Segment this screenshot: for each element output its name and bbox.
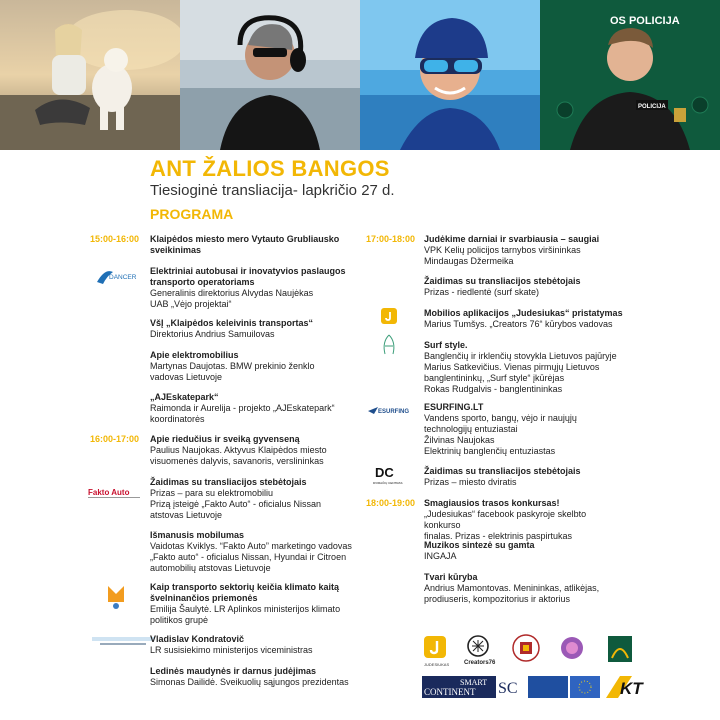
- program-item: [424, 234, 624, 267]
- program-item: [424, 276, 624, 298]
- item-line: vadovas Lietuvoje: [150, 372, 223, 382]
- item-heading: transporto operatoriams: [150, 277, 255, 287]
- photo-man-with-headphones: [180, 0, 360, 150]
- section-heading: PROGRAMA: [150, 206, 234, 222]
- smart-continent-logo: [422, 676, 522, 698]
- program-item: [150, 634, 360, 656]
- program-item: [150, 234, 360, 256]
- item-line: LR susisiekimo ministerijos viceministras: [150, 645, 313, 655]
- item-heading: Tvari kūryba: [424, 572, 478, 582]
- item-line: Prizas – miesto dviratis: [424, 477, 517, 487]
- item-heading: Smagiausios trasos konkursas!: [424, 498, 560, 508]
- creators76-logo-text: Creators76: [464, 660, 496, 666]
- item-line: Vaidotas Kviklys. “Fakto Auto” marketingo vadovas: [150, 541, 352, 551]
- item-heading: Klaipėdos miesto mero Vytauto Grubliausko: [150, 234, 340, 244]
- ministry-transport-logo: [92, 634, 154, 648]
- program-item: [150, 582, 360, 626]
- program-item: [150, 318, 360, 340]
- item-line: Andrius Mamontovas. Menininkas, atlikėjas,: [424, 583, 600, 593]
- item-heading: Apie elektromobilius: [150, 350, 239, 360]
- program-item: [150, 392, 360, 425]
- item-line: Raimonda ir Aurelija - projekto „AJEskatepark“: [150, 403, 335, 413]
- item-line: Direktorius Andrius Samuilovas: [150, 329, 275, 339]
- program-item: [424, 402, 624, 457]
- item-heading: Elektriniai autobusai ir inovatyvios paslaugos: [150, 266, 346, 276]
- photo-woman-with-dog: [0, 0, 180, 150]
- item-heading: Vladislav Kondratovič: [150, 634, 245, 644]
- item-line: Marius Satkevičius. Vienas pirmųjų Lietuvos: [424, 362, 600, 372]
- esurfing-logo-text: ESURFING: [378, 409, 410, 415]
- program-item: [150, 350, 360, 383]
- item-heading: Mobilios aplikacijos „Judesiukas“ pristatymas: [424, 308, 623, 318]
- program-item: [424, 498, 624, 542]
- item-line: atstovas Lietuvoje: [150, 510, 223, 520]
- judesiukas-logo-text: JUDESIUKAS: [424, 662, 450, 667]
- esurfing-logo: [368, 402, 412, 418]
- program-item: [150, 666, 360, 688]
- item-line: Vandens sporto, bangų, vėjo ir naujųjų: [424, 413, 577, 423]
- item-line: Marius Tumšys. „Creators 76“ kūrybos vadovas: [424, 319, 613, 329]
- item-heading: Žaidimas su transliacijos stebėtojais: [424, 276, 581, 286]
- dancer-logo: [95, 266, 137, 286]
- time-slot-right-1: 17:00-18:00: [366, 234, 416, 244]
- item-heading: Išmanusis mobilumas: [150, 530, 245, 540]
- item-line: Emilija Šaulytė. LR Aplinkos ministerijos klimato: [150, 604, 341, 614]
- kt-logo-text: KT: [620, 679, 643, 698]
- smart-logo-text: SMART: [460, 678, 488, 687]
- item-heading: Žaidimas su transliacijos stebėtojais: [424, 466, 581, 476]
- item-heading: Judėkime darniai ir svarbiausia – saugiai: [424, 234, 600, 244]
- item-line: banglentininkų, „Surf style“ įkūrėjas: [424, 373, 565, 383]
- dancer-logo-text: DANCER: [109, 274, 137, 281]
- item-line: Žilvinas Naujokas: [424, 435, 495, 445]
- fakto-auto-logo: [88, 486, 140, 500]
- program-item: [150, 266, 360, 310]
- program-item: [424, 466, 624, 488]
- page-subtitle: Tiesioginė transliacija- lapkričio 27 d.: [150, 182, 395, 199]
- eu-funding-logo: [528, 676, 600, 698]
- item-line: VPK Kelių policijos tarnybos viršininkas: [424, 245, 581, 255]
- item-heading: sveikinimas: [150, 245, 202, 255]
- item-line: Rokas Rudgalvis - banglentininkas: [424, 384, 563, 394]
- dc-logo-text: DC: [375, 465, 394, 480]
- item-heading: Muzikos sintezė su gamta: [424, 540, 535, 550]
- sc-logo-text: SC: [498, 680, 518, 697]
- item-heading: švelninančios priemonės: [150, 593, 258, 603]
- time-slot-left-2: 16:00-17:00: [90, 434, 140, 444]
- item-line: Generalinis direktorius Alvydas Naujėkas: [150, 288, 314, 298]
- photo-cyclist-selfie: [360, 0, 540, 150]
- item-line: INGAJA: [424, 551, 457, 561]
- time-slot-right-2: 18:00-19:00: [366, 498, 416, 508]
- police-badge-text: POLICIJA: [638, 104, 666, 110]
- creators76-logo: [464, 636, 496, 666]
- page-title: ANT ŽALIOS BANGOS: [150, 156, 390, 181]
- item-heading: Kaip transporto sektorių keičia klimato kaitą: [150, 582, 340, 592]
- item-line: „Fakto auto“ - oficialus Nissan, Hyundai ir Citroen: [150, 552, 347, 562]
- kt-logo: [606, 676, 644, 698]
- item-line: Simonas Dailidė. Sveikuolių sąjungos prezidentas: [150, 677, 349, 687]
- item-line: „Judesiukas“ facebook paskyroje skelbto konkurso: [424, 509, 587, 530]
- item-heading: Ledinės maudynės ir darnus judėjimas: [150, 666, 317, 676]
- item-line: UAB „Vėjo projektai“: [150, 299, 232, 309]
- item-line: prodiuseris, kompozitorius ir aktorius: [424, 594, 571, 604]
- program-item: [150, 477, 360, 521]
- item-line: Prizas – para su elektromobiliu: [150, 488, 274, 498]
- photo-police-officer: [540, 0, 720, 150]
- continent-logo-text: CONTINENT: [424, 687, 476, 697]
- item-line: Elektrinių banglenčių entuziastas: [424, 446, 556, 456]
- item-line: Prizą įsteigė „Fakto Auto“ - oficialus Nissan: [150, 499, 322, 509]
- program-item: [424, 572, 624, 605]
- item-heading: ESURFING.LT: [424, 402, 484, 412]
- item-heading: Žaidimas su transliacijos stebėtojais: [150, 477, 307, 487]
- green-mark-logo: [608, 636, 632, 662]
- item-heading: „AJEskatepark“: [150, 392, 219, 402]
- program-item: [150, 530, 360, 574]
- program-item: [424, 308, 624, 330]
- program-item: [150, 434, 360, 467]
- police-sign-text: OS POLICIJA: [610, 15, 680, 27]
- item-line: automobilių atstovas Lietuvoje: [150, 563, 271, 573]
- item-line: politikos grupė: [150, 615, 209, 625]
- item-line: koordinatorės: [150, 414, 205, 424]
- item-line: visuomenės dalyvis, savanoris, verslininkas: [150, 456, 324, 466]
- surf-style-logo: [380, 334, 398, 356]
- item-line: Mindaugas Džermeika: [424, 256, 514, 266]
- item-line: Paulius Naujokas. Aktyvus Klaipėdos miesto: [150, 445, 327, 455]
- fakto-auto-logo-text: Fakto Auto: [88, 488, 130, 497]
- klaipeda-seal-logo: [513, 635, 539, 661]
- item-heading: Surf style.: [424, 340, 468, 350]
- dc-logo-subtext: DVIRAČIŲ CENTRAS: [373, 481, 403, 485]
- program-item: [424, 340, 624, 395]
- judesiukas-logo: [424, 636, 449, 667]
- ministry-environment-logo: [104, 582, 128, 610]
- purple-circle-logo: [561, 637, 583, 659]
- item-line: Banglenčių ir irklenčių stovykla Lietuvos pajūryje: [424, 351, 617, 361]
- item-line: Prizas - riedlentė (surf skate): [424, 287, 540, 297]
- judesiukas-small-logo: [381, 308, 397, 324]
- item-line: Martynas Daujotas. BMW prekinio ženklo: [150, 361, 315, 371]
- item-line: technologijų entuziastai: [424, 424, 518, 434]
- program-item: [424, 540, 624, 562]
- sponsor-logos: [420, 632, 720, 720]
- dviraciu-centras-logo: [372, 464, 406, 486]
- time-slot-left-1: 15:00-16:00: [90, 234, 140, 244]
- item-heading: Apie riedučius ir sveiką gyvenseną: [150, 434, 300, 444]
- item-heading: VšĮ „Klaipėdos keleivinis transportas“: [150, 318, 314, 328]
- photo-strip: [0, 0, 720, 150]
- item-line: finalas. Prizas - elektrinis paspirtukas: [424, 531, 573, 541]
